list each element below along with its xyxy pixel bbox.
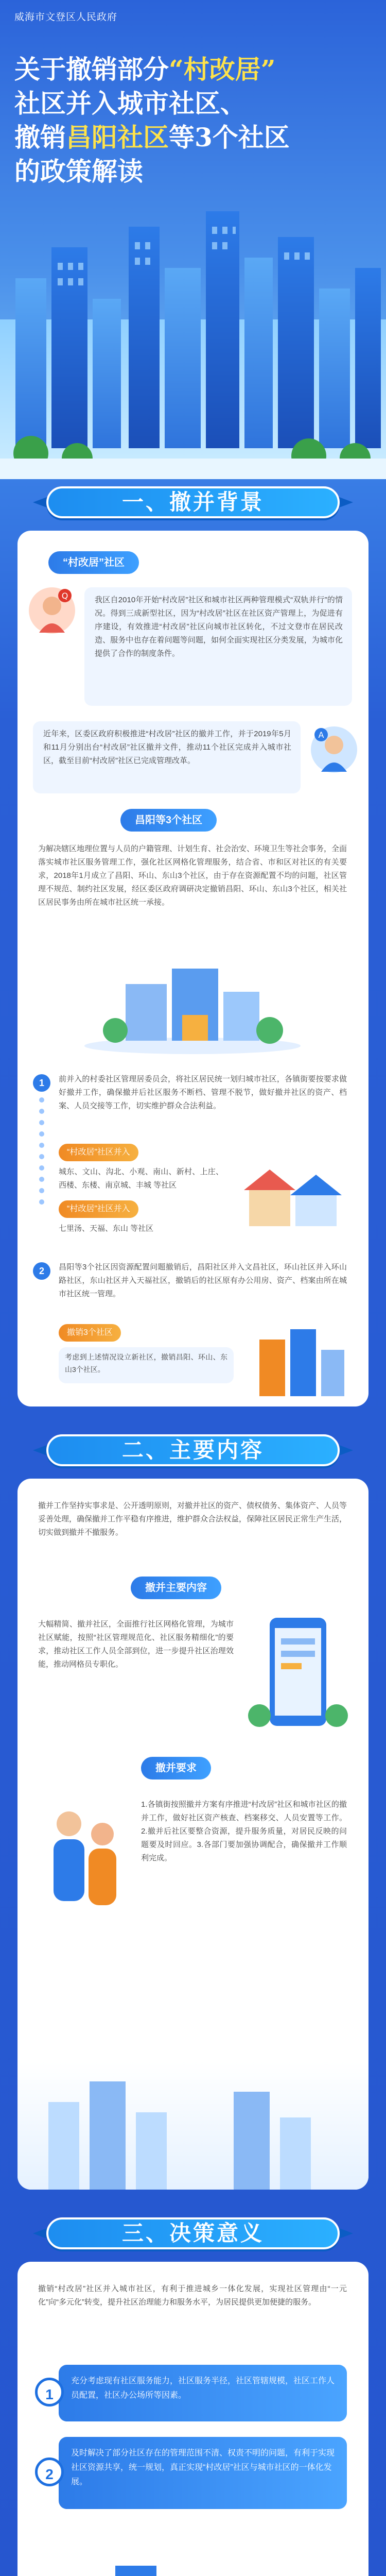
section1-title: 一、撤并背景 xyxy=(121,489,264,515)
gov-label: 威海市文登区人民政府 xyxy=(14,12,118,23)
section1-paragraph-3: 为解决辖区地理位置与人员的户籍管理、计划生育、社会治安、环境卫生等社会事务，全面落实城市社区服务管理工作，强化社区网格化管理服务，结合省、市和区对社区的有关要求，2018年1月成立了昌阳、环山、东山3个社区，由于存在资源配置不均的问题，社区管理不规范、制约社区发展，经区委区政府调研决定撤销昌阳、环山、东山3个社区，相关社区居民事务由所在城市社区统一承接。 xyxy=(38,844,347,907)
people-illustration xyxy=(38,1793,131,1927)
section2-paragraph-2: 大幅精简、撤并社区，全面推行社区网格化管理，为城市社区赋能，按照“社区管理规范化、社区服务精细化”的要求，推动社区工作人员全部到位，进一步提升社区治理效能，推动网格员专职化。 xyxy=(38,1620,234,1669)
section3-banner xyxy=(46,2210,340,2257)
section1-item-2: 昌阳等3个社区因资源配置问题撤销后，昌阳社区并入文昌社区，环山社区并入环山路社区，东山社区并入天福社区，撤销后的社区原有办公用房、资产、档案由所在城市社区统一管理。 xyxy=(59,1263,347,1298)
section1-item-1: 前并入的村委社区管理居委员会，将社区居民统一划归城市社区，各镇街要按要求做好撤并工作，确保撤并后社区服务不断档、管理不脱节，做好撤并社区的资产、档案、人员交接等工作，切实维护群众合法利益。 xyxy=(59,1075,347,1110)
significance-box-2 xyxy=(59,2437,347,2509)
title-line4: 的政策解读 xyxy=(14,156,143,187)
title-highlight: “村改居” xyxy=(169,54,276,84)
cancel-note: 考虑到上述情况设立新社区，撤销昌阳、环山、东山3个社区。 xyxy=(65,1353,227,1374)
svg-text:Q: Q xyxy=(61,591,68,601)
item-number-1: 1 xyxy=(33,1074,50,1092)
significance-text-1: 充分考虑现有社区服务能力，社区服务半径，社区管辖规模，社区工作人员配置，社区办公场所等因素。 xyxy=(71,2377,335,2400)
title-highlight-2: 昌阳社区 xyxy=(66,122,169,152)
city-skyline-illustration xyxy=(0,165,386,479)
merge-list-2: 七里汤、天福、东山 等社区 xyxy=(59,1224,154,1233)
significance-number-1: 1 xyxy=(35,2378,64,2406)
tag-merge-1: “村改居”社区并入 xyxy=(59,1144,138,1161)
tag-merge-2: “村改居”社区并入 xyxy=(59,1200,138,1218)
section3-card xyxy=(17,2262,369,2576)
merge-list-1: 城东、文山、沟北、小观、南山、新村、上庄、西楼、东楼、南京城、丰城 等社区 xyxy=(59,1167,223,1190)
section2-banner xyxy=(46,1427,340,1473)
pill-changyang: 昌阳等3个社区 xyxy=(120,809,217,832)
pill-cungaiju: “村改居”社区 xyxy=(48,551,139,574)
speaker-avatar-right xyxy=(311,726,357,773)
section2-card xyxy=(17,1479,369,2190)
item-number-2: 2 xyxy=(33,1262,50,1280)
buildings-illustration xyxy=(249,1324,352,1396)
phone-illustration xyxy=(244,1613,352,1736)
title-line2: 社区并入城市社区、 xyxy=(14,88,246,118)
speaker-avatar-left xyxy=(29,587,75,634)
svg-text:A: A xyxy=(318,730,324,740)
header-banner xyxy=(0,0,386,479)
section2-paragraph-1: 撤并工作坚持实事求是、公开透明原则，对撤并社区的资产、债权债务、集体资产、人员等妥善处理，确保撤并工作平稳有序推进，维护群众合法权益，保障社区居民正常生产生活，切实做到撤并不撤服务。 xyxy=(38,1501,347,1537)
section1-card xyxy=(17,531,369,1406)
houses-illustration xyxy=(234,1154,352,1231)
section2-title: 二、主要内容 xyxy=(121,1437,264,1463)
section2-paragraph-3: 1.各镇街按照撤并方案有序推进“村改居”社区和城市社区的撤并工作，做好社区资产核查、档案移交、人员安置等工作。2.撤并后社区要整合资源，提升服务质量，对居民反映的问题要及时回应。3.各部门要加强协调配合，确保撤并工作顺利完成。 xyxy=(141,1800,347,1862)
city-illustration-bottom xyxy=(38,2530,347,2576)
significance-box-1 xyxy=(59,2365,347,2421)
section1-paragraph-1: 我区自2010年开始“村改居”社区和城市社区两种管理模式“双轨并行”的情况。得到三成新型社区，因为“村改居”社区在社区资产管理上，为促进有序建设，有效推进“村改居”社区向城市社区转化，不过文登市在居民改造、服务中也存在着问题等问题，如何全面实现社区分类发展，为城市化提供了合作的制度条件。 xyxy=(95,596,343,658)
pill-main-content: 撤并主要内容 xyxy=(131,1577,221,1599)
significance-number-2: 2 xyxy=(35,2458,64,2486)
tag-cancel: 撤销3个社区 xyxy=(59,1324,121,1342)
section1-banner xyxy=(46,479,340,526)
significance-text-2: 及时解决了部分社区存在的管理范围不清、权责不明的问题，有利于实现社区资源共享，统一规划，真正实现“村改居”社区与城市社区的一体化发展。 xyxy=(71,2449,335,2486)
section3-paragraph-1: 撤销“村改居”社区并入城市社区，有利于推进城乡一体化发展，实现社区管理由“一元化”向“多元化”转变，提升社区治理能力和服务水平，为居民提供更加便捷的服务。 xyxy=(38,2284,347,2307)
title-line3-b: 等3个社区 xyxy=(169,122,290,152)
title-line1: 关于撤销部分 xyxy=(14,54,169,84)
pill-requirements: 撤并要求 xyxy=(141,1757,211,1780)
section3-title: 三、决策意义 xyxy=(121,2221,264,2246)
timeline-dots-1 xyxy=(39,1097,44,1211)
community-illustration xyxy=(79,943,306,1056)
section1-paragraph-2: 近年来，区委区政府积极推进“村改居”社区的撤并工作，并于2019年5月和11月分别出台“村改居”社区撤并文件，推动11个社区完成并入城市社区，截至目前“村改居”社区已完成管理改革。 xyxy=(43,730,291,765)
section2-bottom-decor xyxy=(17,2061,369,2190)
title-line3: 撤销 xyxy=(14,122,66,152)
